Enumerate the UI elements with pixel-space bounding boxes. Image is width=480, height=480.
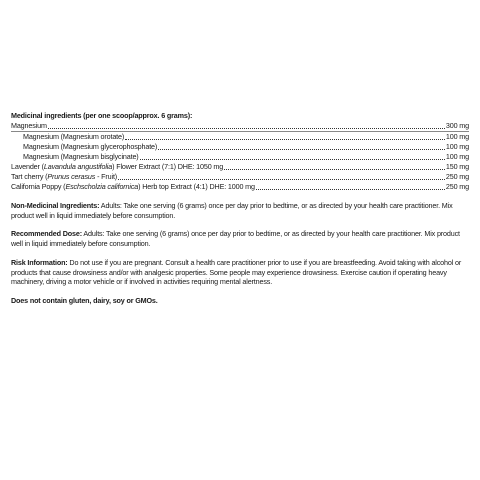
dot-leader: [256, 189, 445, 190]
medicinal-ingredients-heading: Medicinal ingredients (per one scoop/approx. 6 grams):: [11, 111, 193, 120]
non-medicinal-heading: Non-Medicinal Ingredients:: [11, 200, 100, 210]
dot-leader: [140, 159, 445, 160]
risk-information-text: Do not use if you are pregnant. Consult a health care practitioner prior to use if you are breastfeeding. Avoid taking with alcohol or products that cause drowsiness and/or with analgesic properties. Some people may experience drowsiness. Exercise caution if operating heavy machinery, driving a motor vehicle or if involved in activities requiring mental alertness.: [11, 257, 462, 287]
ingredient-amount: 100 mg: [445, 132, 469, 141]
risk-information-heading: Risk Information:: [11, 257, 68, 267]
recommended-dose-heading: Recommended Dose:: [11, 229, 82, 239]
ingredient-row: [11, 162, 469, 172]
allergen-statement: Does not contain gluten, dairy, soy or GMOs.: [11, 296, 158, 306]
ingredient-label: Magnesium: [11, 121, 47, 130]
dot-leader: [125, 139, 445, 140]
non-medicinal-ingredients: [11, 201, 469, 221]
dot-leader: [118, 179, 445, 180]
risk-information: [11, 258, 469, 287]
ingredient-amount: 250 mg: [445, 172, 469, 181]
ingredient-amount: 100 mg: [445, 142, 469, 151]
ingredient-row: [11, 182, 469, 192]
ingredient-label: California Poppy (Eschscholzia californica) Herb top Extract (4:1) DHE: 1000 mg: [11, 182, 255, 191]
ingredient-row: [11, 132, 469, 142]
dot-leader: [224, 169, 445, 170]
ingredient-row: [11, 142, 469, 152]
supplement-facts-panel: [11, 111, 469, 306]
ingredient-label: Tart cherry (Prunus cerasus - Fruit): [11, 172, 118, 181]
ingredient-amount: 300 mg: [445, 121, 469, 130]
ingredient-label: Magnesium (Magnesium bisglycinate): [23, 152, 139, 161]
ingredient-label: Magnesium (Magnesium orotate): [23, 132, 125, 141]
non-medicinal-text: Adults: Take one serving (6 grams) once per day prior to bedtime, or as directed by your health care practitioner. Mix product well in liquid immediately before consumption.: [11, 200, 453, 220]
ingredient-row: [11, 121, 469, 132]
dot-leader: [158, 149, 445, 150]
ingredient-amount: 250 mg: [445, 182, 469, 191]
ingredient-row: [11, 172, 469, 182]
recommended-dose: [11, 229, 469, 249]
ingredient-amount: 150 mg: [445, 162, 469, 171]
dot-leader: [48, 128, 445, 129]
ingredient-row: [11, 152, 469, 162]
recommended-dose-text: Adults: Take one serving (6 grams) once per day prior to bedtime, or as directed by your health care practitioner. Mix product well in liquid immediately before consumption.: [11, 229, 460, 249]
ingredient-amount: 100 mg: [445, 152, 469, 161]
ingredient-label: Magnesium (Magnesium glycerophosphate): [23, 142, 158, 151]
ingredient-label: Lavender (Lavandula angustifolia) Flower Extract (7:1) DHE: 1050 mg: [11, 162, 224, 171]
